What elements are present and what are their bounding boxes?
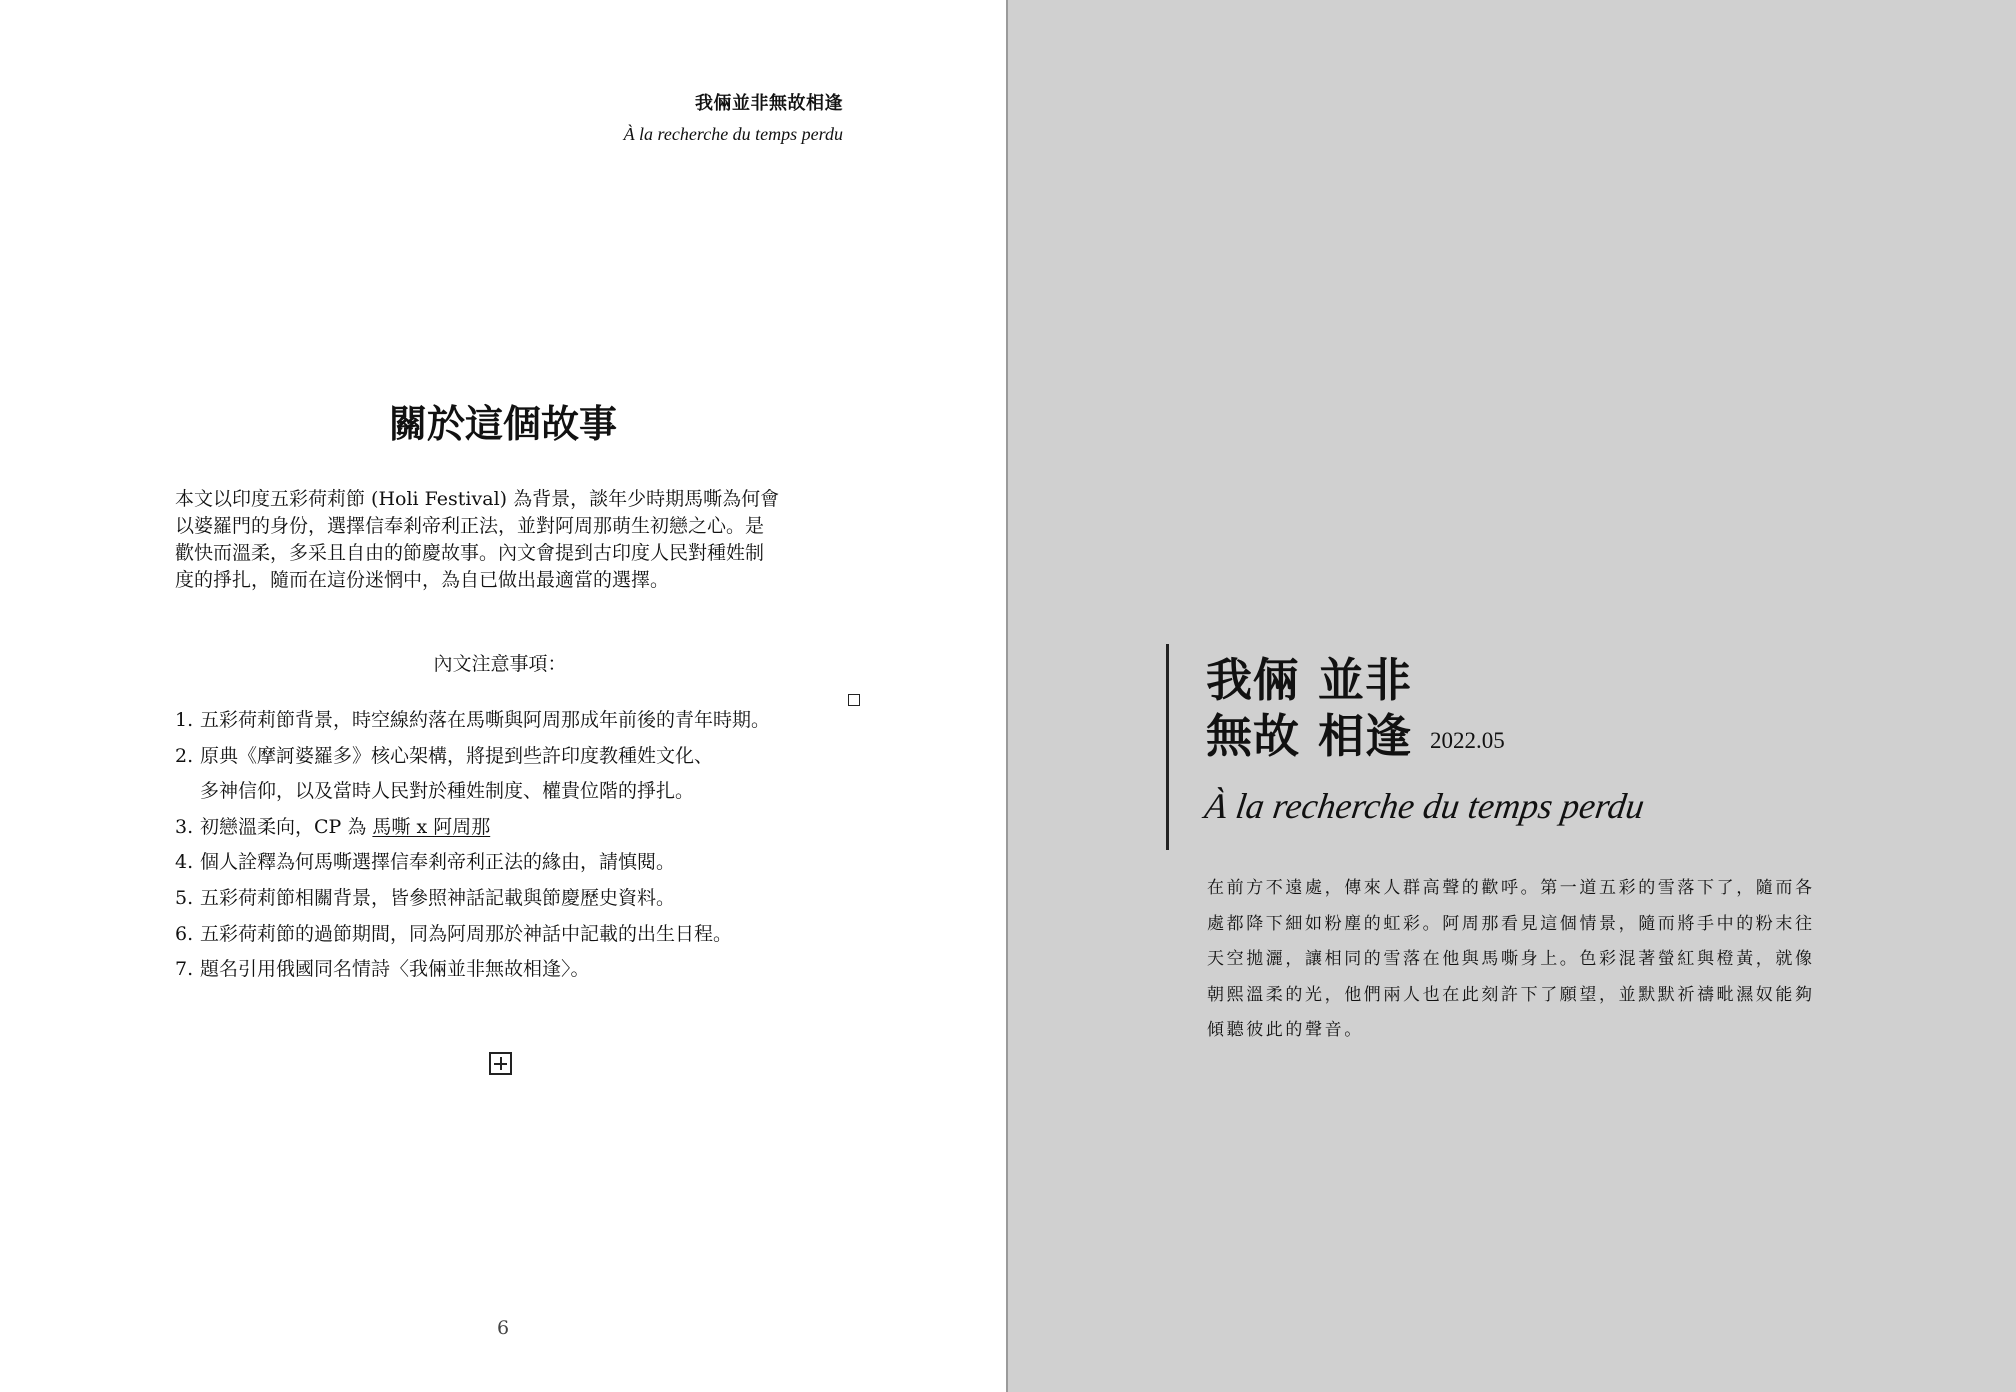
left-page bbox=[0, 0, 1006, 1392]
list-item bbox=[175, 881, 875, 917]
list-text: 初戀溫柔向，CP 為 bbox=[200, 815, 373, 838]
excerpt-line: 朝熙溫柔的光，他們兩人也在此刻許下了願望，並默默祈禱毗濕奴能夠 bbox=[1207, 984, 1815, 1005]
list-number: 3. bbox=[175, 815, 194, 838]
intro-line: 歡快而溫柔，多采且自由的節慶故事。內文會提到古印度人民對種姓制 bbox=[175, 542, 765, 564]
page-number: 6 bbox=[496, 1317, 510, 1339]
excerpt-line: 處都降下細如粉塵的虹彩。阿周那看見這個情景，隨而將手中的粉末往 bbox=[1207, 913, 1815, 934]
story-script-subtitle: À la recherche du temps perdu bbox=[1202, 786, 1647, 826]
list-number: 6. bbox=[175, 922, 194, 945]
list-text: 五彩荷莉節相關背景，皆參照神話記載與節慶歷史資料。 bbox=[200, 886, 676, 909]
title-word: 我倆 bbox=[1206, 653, 1300, 707]
list-text-continuation: 多神信仰，以及當時人民對於種姓制度、權貴位階的掙扎。 bbox=[200, 780, 695, 803]
list-number: 5. bbox=[175, 886, 194, 909]
list-text: 五彩荷莉節的過節期間，同為阿周那於神話中記載的出生日程。 bbox=[200, 922, 733, 945]
notes-list bbox=[175, 703, 875, 988]
list-text: 原典《摩訶婆羅多》核心架構，將提到些許印度教種姓文化、 bbox=[200, 744, 714, 767]
list-number: 2. bbox=[175, 744, 194, 767]
list-number: 1. bbox=[175, 709, 194, 731]
list-item bbox=[175, 810, 875, 846]
right-page bbox=[1008, 0, 2016, 1392]
excerpt-line: 天空拋灑，讓相同的雪落在他與馬嘶身上。色彩混著螢紅與橙黃，就像 bbox=[1207, 949, 1815, 969]
excerpt-line: 傾聽彼此的聲音。 bbox=[1207, 1020, 1364, 1040]
story-title-line-2 bbox=[1206, 708, 1505, 769]
intro-line: 度的掙扎，隨而在這份迷惘中，為自已做出最適當的選擇。 bbox=[175, 569, 670, 591]
list-item bbox=[175, 739, 875, 775]
story-excerpt bbox=[1207, 871, 1819, 1049]
running-header bbox=[624, 92, 843, 146]
list-item bbox=[175, 917, 875, 953]
list-number: 4. bbox=[175, 851, 194, 874]
story-date: 2022.05 bbox=[1430, 728, 1505, 753]
list-text: 個人詮釋為何馬嘶選擇信奉剎帝利正法的緣由，請慎閱。 bbox=[200, 851, 676, 874]
title-word: 並非 bbox=[1318, 653, 1412, 707]
story-title-block bbox=[1206, 652, 1505, 769]
intro-paragraph bbox=[175, 486, 825, 594]
list-item bbox=[175, 845, 875, 881]
title-accent-bar bbox=[1166, 644, 1169, 850]
list-item bbox=[175, 952, 875, 988]
title-word: 相逢 bbox=[1318, 709, 1412, 763]
intro-line: 本文以印度五彩荷莉節 (Holi Festival) 為背景，談年少時期馬嘶為何會 bbox=[175, 488, 780, 510]
cp-pairing-text: 馬嘶 x 阿周那 bbox=[372, 815, 491, 838]
title-word: 無故 bbox=[1206, 709, 1300, 763]
running-header-title: 我倆並非無故相逢 bbox=[695, 93, 843, 114]
notes-heading: 內文注意事項： bbox=[433, 653, 567, 675]
list-item bbox=[175, 703, 875, 739]
excerpt-line: 在前方不遠處，傳來人群高聲的歡呼。第一道五彩的雪落下了，隨而各 bbox=[1207, 878, 1815, 898]
list-text: 五彩荷莉節背景，時空線約落在馬嘶與阿周那成年前後的青年時期。 bbox=[200, 709, 771, 731]
expand-plus-icon[interactable] bbox=[489, 1052, 512, 1075]
intro-line: 以婆羅門的身份，選擇信奉剎帝利正法，並對阿周那萌生初戀之心。是 bbox=[175, 515, 765, 537]
list-number: 7. bbox=[175, 958, 194, 981]
running-header-subtitle: À la recherche du temps perdu bbox=[623, 124, 843, 144]
section-title: 關於這個故事 bbox=[388, 401, 617, 446]
list-text: 題名引用俄國同名情詩〈我倆並非無故相逢〉。 bbox=[200, 958, 590, 981]
story-title-line-1 bbox=[1206, 652, 1505, 708]
list-item-continuation bbox=[175, 774, 875, 810]
